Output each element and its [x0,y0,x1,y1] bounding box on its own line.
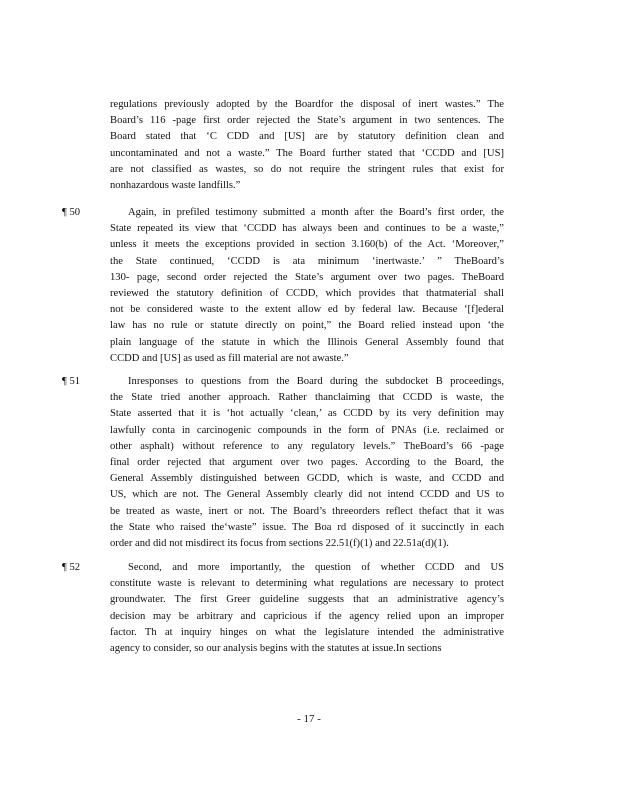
paragraph-line: are not classified as wastes, so do not require the stringent rules that exist for [110,163,504,175]
paragraph [110,97,504,194]
paragraph-line: reviewed the statutory definition of CCDD, which provides that thatmaterial shall [110,287,504,299]
paragraph-line: the State tried another approach. Rather thanclaiming that CCDD is waste, the [110,392,504,404]
paragraph-line: final order rejected that argument over two pages. According to the Board, the [110,456,504,468]
paragraph-number: ¶ 50 [62,207,81,218]
paragraph [110,205,504,367]
paragraph-line: the State continued, ‘CCDD is ata minimum ‘inertwaste.’ ” TheBoard’s [110,255,504,267]
paragraph-line: regulations previously adopted by the Boardfor the disposal of inert wastes.” The [110,99,504,110]
paragraph-line: be treated as waste, inert or not. The Board’s threeorders reflect thefact that it was [110,505,504,517]
paragraph [110,374,504,552]
paragraph-line: the State who raised the‘waste” issue. The Boa rd disposed of it succinctly in each [110,521,504,533]
paragraph-line: nonhazardous waste landfills.” [110,179,241,191]
paragraph-line: Board’s 116 -page first order rejected the State’s argument in two sentences. The [110,115,504,127]
paragraph-line: factor. Th at inquiry hinges on what the legislature intended the administrative [110,626,504,638]
paragraph-line: groundwater. The first Greer guideline suggests that an administrative agency’s [110,594,504,606]
paragraph-line: Board stated that ‘C CDD and [US] are by statutory definition clean and [110,131,504,143]
paragraph-line: US, which are not. The General Assembly clearly did not intend CCDD and US to [110,489,504,501]
paragraph-line: lawfully conta in carcinogenic compounds in the form of PNAs (i.e. reclaimed or [110,424,504,436]
paragraph-line: General Assembly distinguished between GCDD, which is waste, and CCDD and [110,473,504,485]
paragraph-line: agency to consider, so our analysis begins with the statutes at issue.In sections [110,642,442,654]
paragraph-line: not be considered waste to the extent allow ed by federal law. Because ‘[f]ederal [110,304,504,316]
paragraph-line: uncontaminated and not a waste.” The Board further stated that ‘CCDD and [US] [110,147,504,159]
paragraph-line: unless it meets the exceptions provided in section 3.160(b) of the Act. ‘Moreover,” [110,239,504,251]
paragraph [110,560,504,657]
paragraph-line: 130- page, second order rejected the State’s argument over two pages. TheBoard [110,271,504,283]
paragraph-line: order and did not misdirect its focus from sections 22.51(f)(1) and 22.51a(d)(1). [110,537,449,549]
paragraph-line: constitute waste is relevant to determining what regulations are necessary to protect [110,578,504,590]
paragraph-line: Again, in prefiled testimony submitted a month after the Board’s first order, the [128,207,504,218]
paragraph-line: Inresponses to questions from the Board during the subdocket B proceedings, [128,376,504,387]
paragraph-line: State repeated its view that ‘CCDD has always been and continues to be a waste,” [110,223,504,235]
paragraph-line: CCDD and [US] as used as fill material are not awaste.” [110,352,349,364]
paragraph-line: plain language of the statute in which the Illinois General Assembly found that [110,336,504,348]
paragraph-line: other asphalt) without reference to any regulatory levels.” TheBoard’s 66 -page [110,440,504,452]
paragraph-number: ¶ 51 [62,376,81,387]
paragraph-line: Second, and more importantly, the question of whether CCDD and US [128,562,504,573]
paragraph-line: decision may be arbitrary and capricious if the agency relied upon an improper [110,610,504,622]
paragraph-line: law has no rule or statute directly on point,” the Board relied instead upon ‘the [110,320,504,332]
page-number: - 17 - [297,713,321,725]
paragraph-number: ¶ 52 [62,562,81,573]
paragraph-line: State asserted that it is ‘hot actually ‘clean,’ as CCDD by its very definition may [110,408,504,420]
